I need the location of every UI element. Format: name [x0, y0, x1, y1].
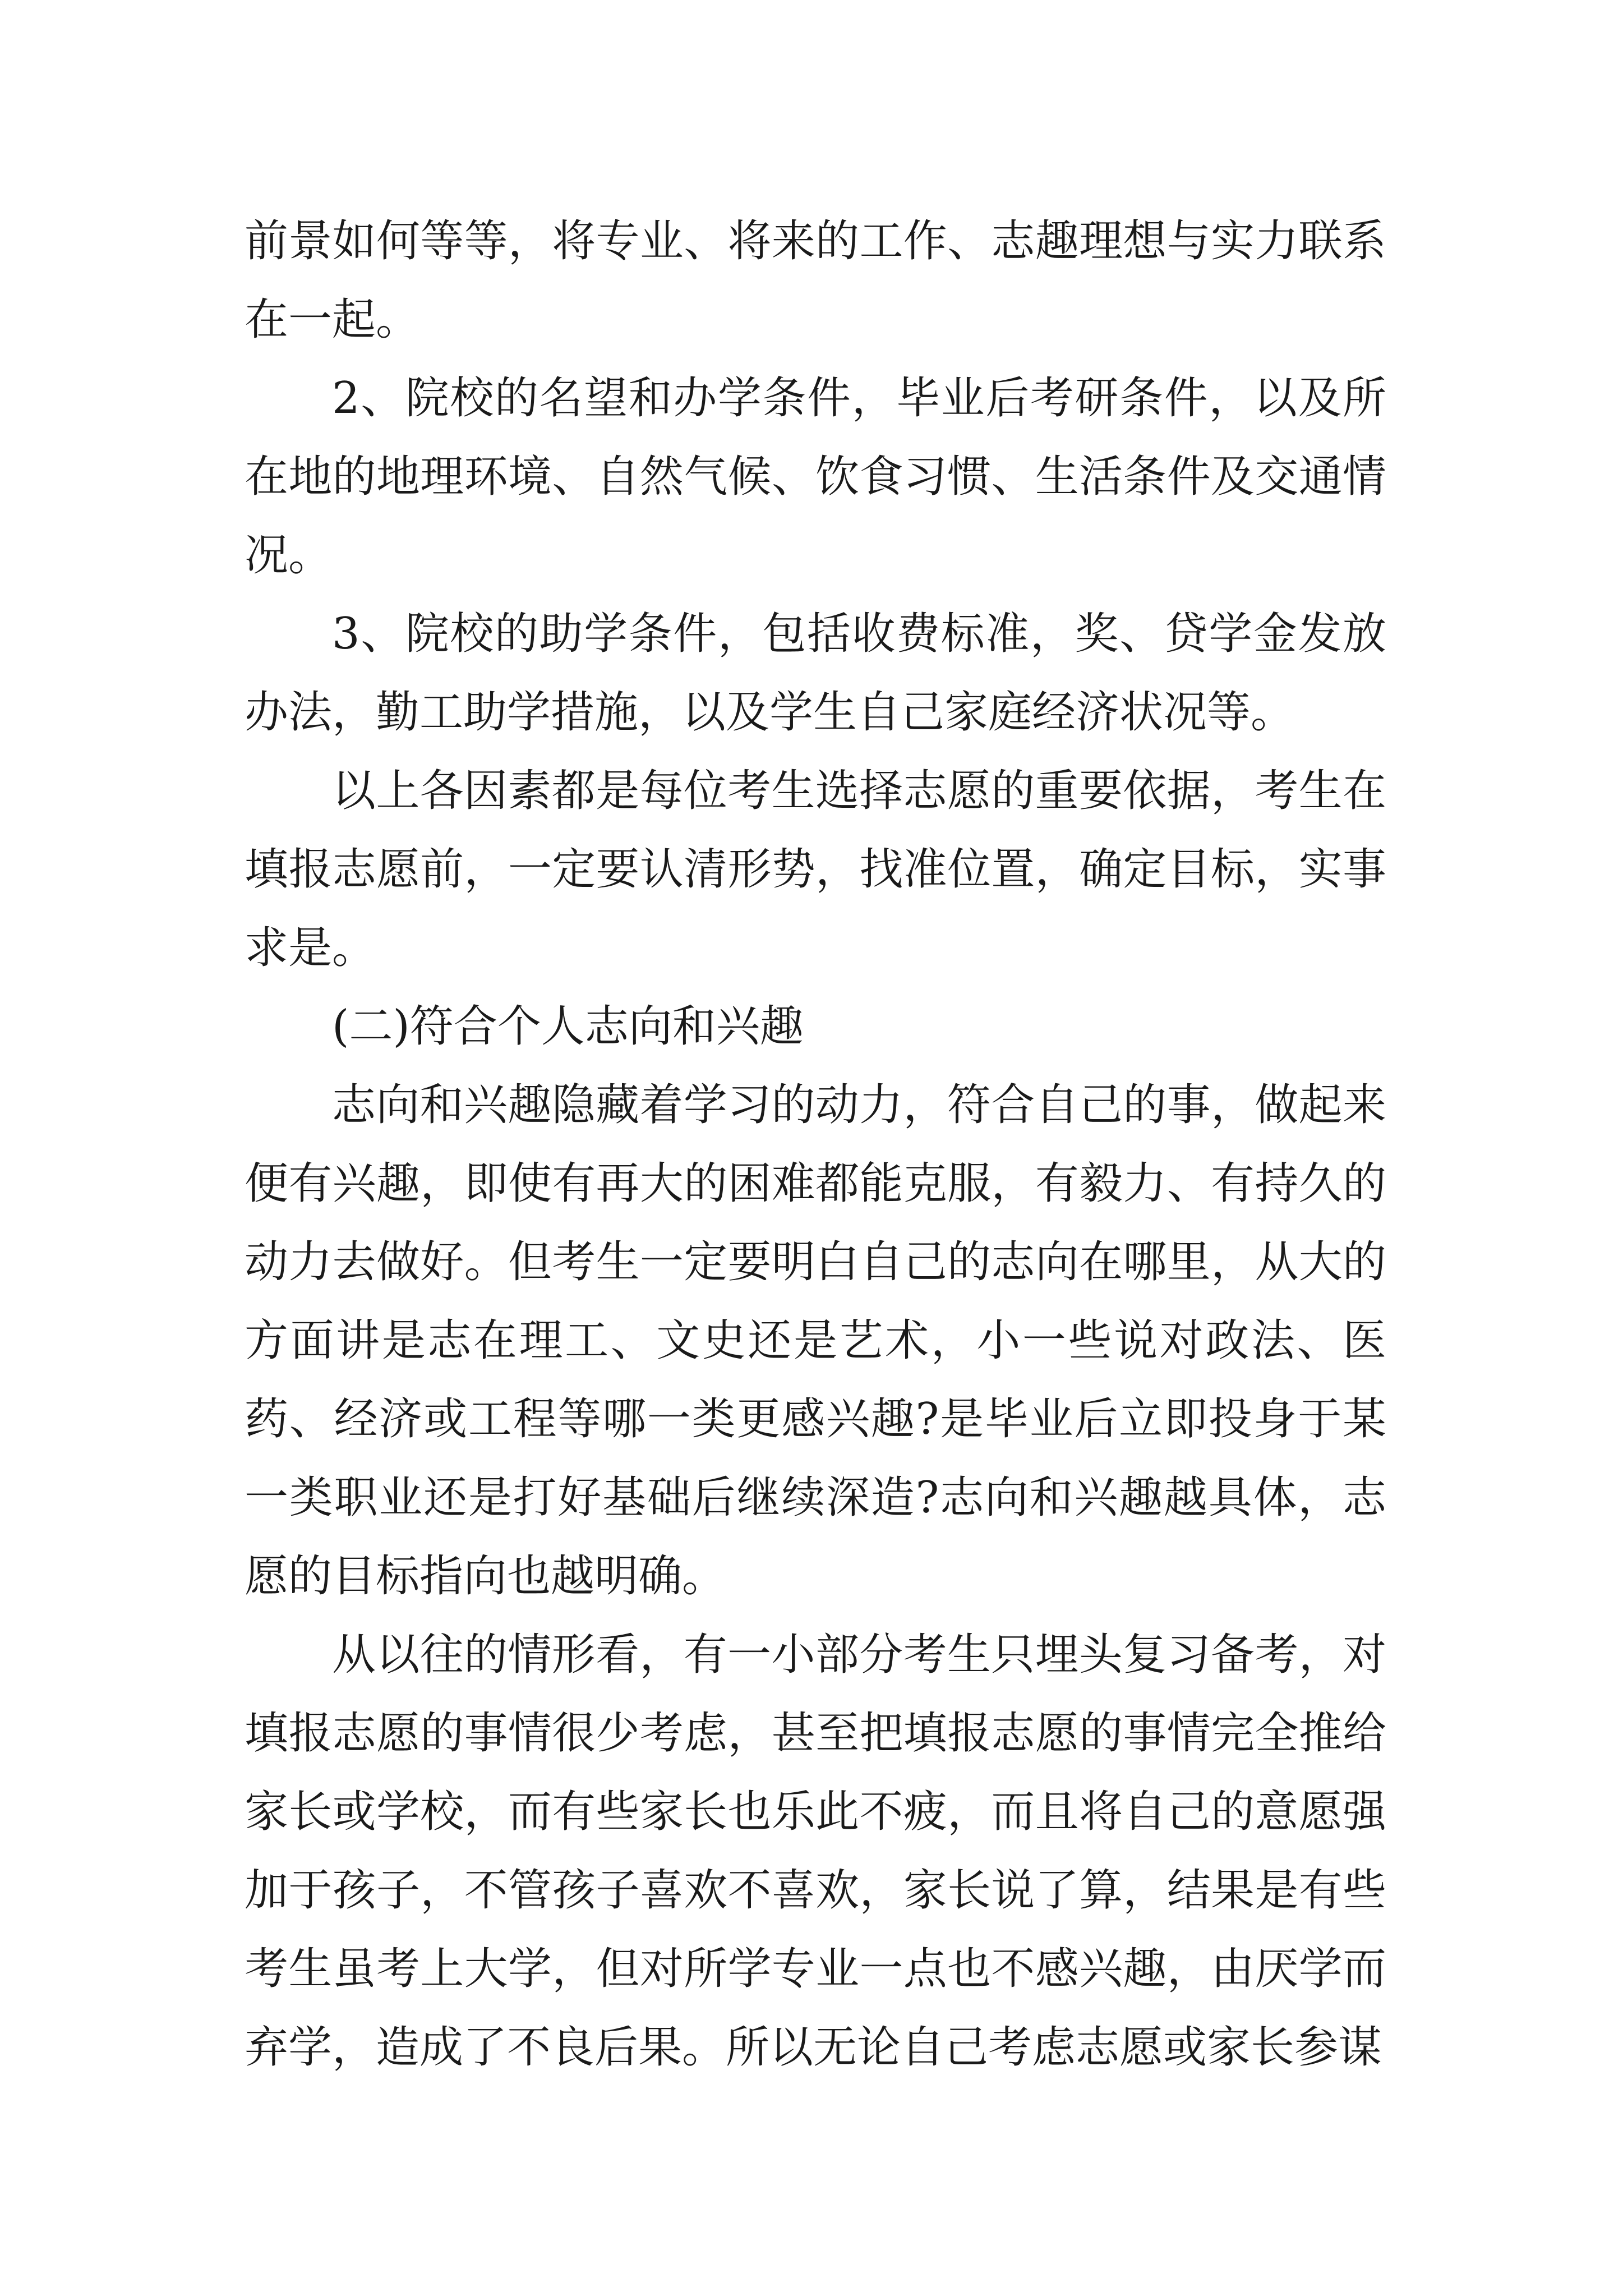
paragraph-interest: 志向和兴趣隐藏着学习的动力，符合自己的事，做起来便有兴趣，即使有再大的困难都能克服，有毅力、有持久的动力去做好。但考生一定要明白自己的志向在哪里，从大的方面讲是志在理工、文史还是艺术，小一些说对政法、医药、经济或工程等哪一类更感兴趣?是毕业后立即投身于某一类职业还是打好基础后继续深造?志向和兴趣越具体，志愿的目标指向也越明确。	[245, 1080, 1386, 1602]
paragraph-summary: 以上各因素都是每位考生选择志愿的重要依据，考生在填报志愿前，一定要认清形势，找准位置，确定目标，实事求是。	[245, 766, 1386, 973]
section-heading: (二)符合个人志向和兴趣	[332, 1001, 804, 1052]
paragraph-item-3: 3、院校的助学条件，包括收费标准，奖、贷学金发放办法，勤工助学措施，以及学生自己家庭经济状况等。	[245, 609, 1386, 738]
paragraph-past-situation: 从以往的情形看，有一小部分考生只埋头复习备考，对填报志愿的事情很少考虑，甚至把填报志愿的事情完全推给家长或学校，而有些家长也乐此不疲，而且将自己的意愿强加于孩子，不管孩子喜欢不喜欢，家长说了算，结果是有些考生虽考上大学，但对所学专业一点也不感兴趣，由厌学而弃学，造成了不良后果。所以无论自己考虑志愿或家长参谋	[245, 1630, 1386, 2073]
paragraph-continuation: 前景如何等等，将专业、将来的工作、志趣理想与实力联系在一起。	[245, 216, 1386, 345]
body-text	[245, 202, 1386, 2087]
paragraph-item-2: 2、院校的名望和办学条件，毕业后考研条件，以及所在地的地理环境、自然气候、饮食习惯、生活条件及交通情况。	[245, 373, 1386, 581]
